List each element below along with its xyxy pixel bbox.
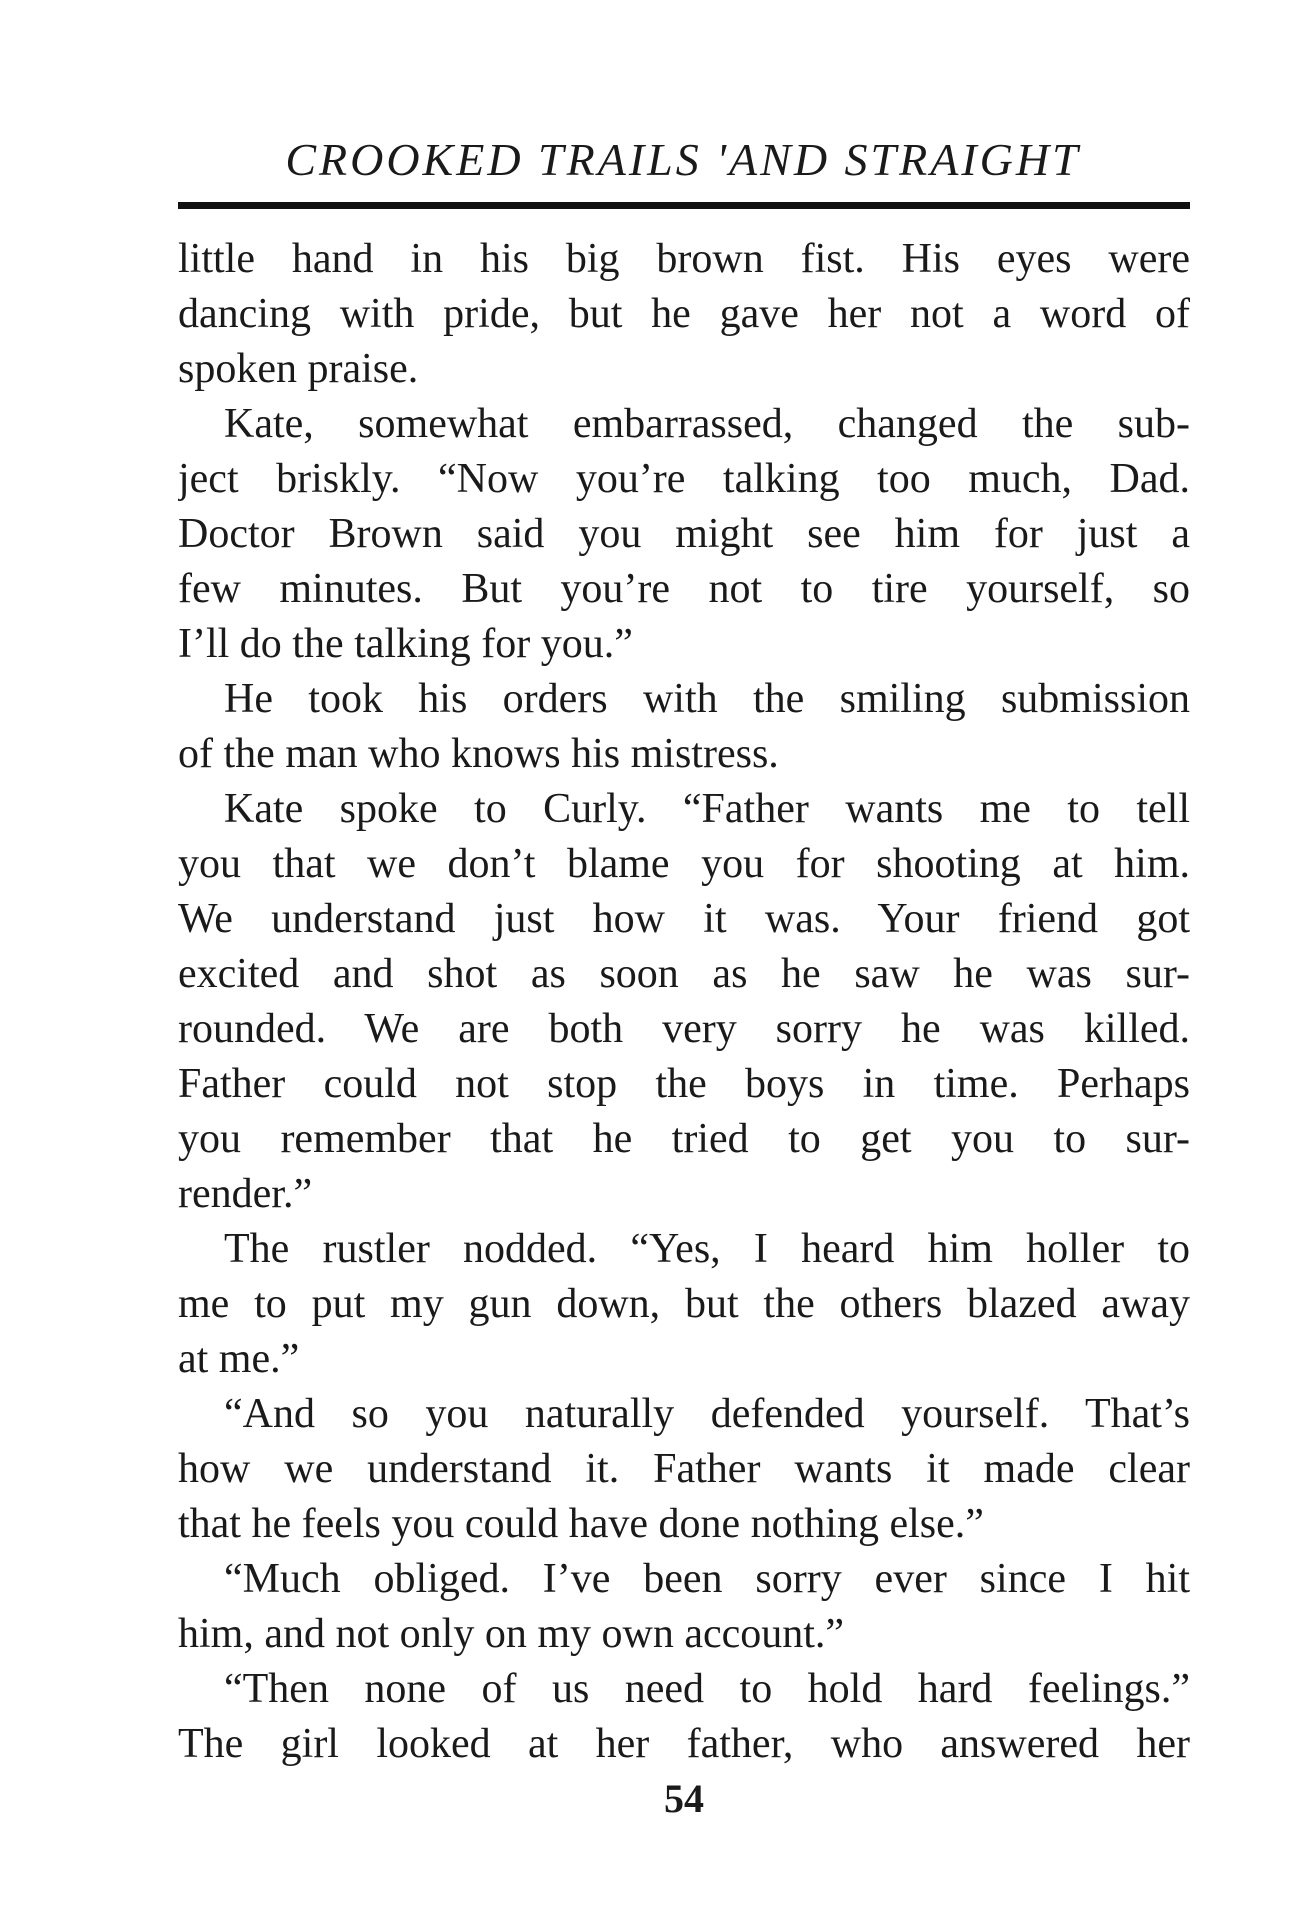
text-line: The rustler nodded. “Yes, I heard him holler to — [224, 1226, 1190, 1272]
text-line: you remember that he tried to get you to sur- — [178, 1116, 1190, 1162]
running-head: CROOKED TRAILS 'AND STRAIGHT — [285, 134, 1081, 185]
text-line: rounded. We are both very sorry he was killed. — [178, 1006, 1190, 1052]
text-line: “And so you naturally defended yourself. That’s — [224, 1391, 1190, 1437]
text-line: Father could not stop the boys in time. Perhaps — [178, 1061, 1190, 1107]
header-rule — [178, 202, 1190, 209]
text-line: “Much obliged. I’ve been sorry ever since I hit — [224, 1556, 1190, 1602]
text-line: few minutes. But you’re not to tire yourself, so — [178, 566, 1190, 612]
text-line: Kate, somewhat embarrassed, changed the sub- — [224, 401, 1190, 447]
text-line: Kate spoke to Curly. “Father wants me to tell — [224, 786, 1190, 832]
text-line: dancing with pride, but he gave her not a word of — [178, 291, 1190, 337]
text-line: at me.” — [178, 1336, 300, 1382]
text-line: little hand in his big brown fist. His eyes were — [178, 236, 1190, 282]
text-line: how we understand it. Father wants it made clear — [178, 1446, 1190, 1492]
text-line: ject briskly. “Now you’re talking too much, Dad. — [178, 456, 1190, 502]
text-line: you that we don’t blame you for shooting at him. — [178, 841, 1190, 887]
text-line: He took his orders with the smiling submission — [224, 676, 1190, 722]
text-line: spoken praise. — [178, 346, 419, 392]
text-line: The girl looked at her father, who answered her — [178, 1721, 1190, 1767]
text-line: excited and shot as soon as he saw he was sur- — [178, 951, 1190, 997]
text-line: “Then none of us need to hold hard feelings.” — [224, 1666, 1190, 1712]
text-line: me to put my gun down, but the others blazed away — [178, 1281, 1190, 1327]
text-line: We understand just how it was. Your friend got — [178, 896, 1190, 942]
text-line: I’ll do the talking for you.” — [178, 621, 633, 667]
text-line: him, and not only on my own account.” — [178, 1611, 845, 1657]
text-line: render.” — [178, 1171, 313, 1217]
page-number: 54 — [664, 1776, 704, 1821]
body-text — [178, 232, 1190, 1772]
text-line: that he feels you could have done nothing else.” — [178, 1501, 984, 1547]
text-line: Doctor Brown said you might see him for just a — [178, 511, 1190, 557]
text-line: of the man who knows his mistress. — [178, 731, 779, 777]
